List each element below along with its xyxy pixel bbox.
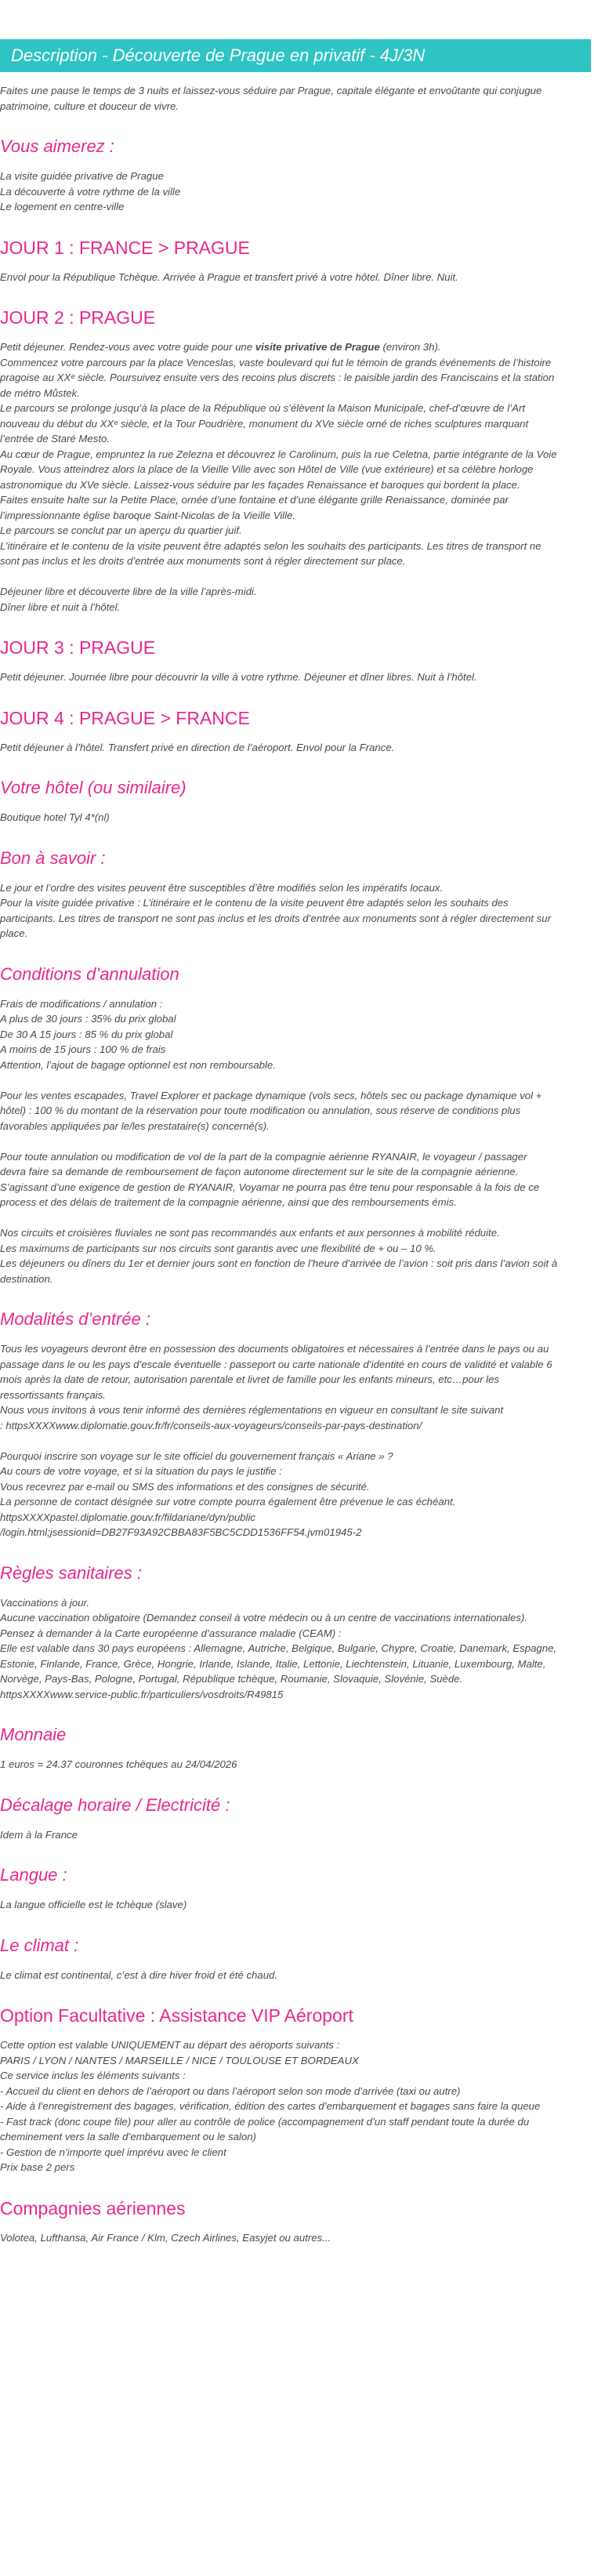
text-line: - Gestion de n’importe quel imprévu avec le client	[0, 2146, 226, 2158]
text-line: Les déjeuners ou dîners du 1er et dernier jours sont en fonction de l’heure d’arrivée de l’avion : soit pris dans l’avion soit à	[0, 1257, 558, 1269]
text-line: Idem à la France	[0, 1828, 78, 1841]
text-line: Nous vous invitons à vous tenir informé des dernières réglementations en vigueur en consultant le site suivant	[0, 1404, 504, 1416]
text-line: nouveau du début du XXᵉ siècle, et la Tour Poudrière, monument du XVe siècle orné de riches sculptures marquant	[0, 417, 529, 430]
section-body-monnaie	[0, 1757, 591, 1772]
text-line: A plus de 30 jours : 35% du prix global	[0, 1013, 176, 1025]
section-title-annulation: Conditions d’annulation	[0, 963, 179, 984]
section-body-decalage	[0, 1827, 591, 1843]
section-title-compagnies: Compagnies aériennes	[0, 2197, 186, 2219]
text-line: Prix base 2 pers	[0, 2161, 75, 2173]
day3-body	[0, 669, 591, 685]
text-line: La personne de contact désignée sur votre compte pourra également être prévenue le cas échéant.	[0, 1496, 456, 1508]
text-line: mois après la date de retour, autorisation parentale et livret de famille pour les enfants mineurs, etc…pour les	[0, 1373, 499, 1385]
text-line: Ce service inclus les éléments suivants :	[0, 2070, 186, 2081]
text-line: l’entrée de Staré Mesto.	[0, 433, 110, 444]
text-line: Au cœur de Prague, empruntez la rue Zelezna et découvrez le Carolinum, puis la rue Celetna, partie intégrante de la Voie	[0, 448, 557, 460]
text-line: Le logement en centre-ville	[0, 201, 125, 212]
text-line: Commencez votre parcours par la place Venceslas, vaste boulevard qui fut le témoin de grands événements de l’histoire	[0, 356, 552, 368]
text-line: La visite guidée privative de Prague	[0, 170, 164, 182]
section-body-compagnies	[0, 2230, 591, 2246]
text-line: : httpsXXXXwww.diplomatie.gouv.fr/fr/conseils-aux-voyageurs/conseils-par-pays-destination/	[0, 1419, 422, 1431]
text-line: devra faire sa demande de remboursement de façon autonome directement sur le site de la compagnie aérienne.	[0, 1166, 519, 1177]
text-line: Pourquoi inscrire son voyage sur le site officiel du gouvernement français « Ariane » ?	[0, 1449, 393, 1462]
day2-body	[0, 339, 591, 615]
text-line: patrimoine, culture et douceur de vivre.	[0, 100, 179, 112]
section-title-hotel: Votre hôtel (ou similaire)	[0, 778, 187, 797]
text-line: Pour la visite guidée privative : L’itinéraire et le contenu de la visite peuvent être adaptés selon les souhaits des	[0, 897, 509, 909]
text-line: l’impressionnante église baroque Saint-Nicolas de la Vieille Ville.	[0, 509, 296, 521]
text-line: ressortissants français.	[0, 1388, 106, 1401]
text-line: Le parcours se prolonge jusqu’à la place de la République où s’élèvent la Maison Municipale, chef-d’œuvre de l’Art	[0, 402, 526, 414]
section-title-climat: Le climat :	[0, 1935, 79, 1955]
text-line	[0, 1134, 588, 1149]
section-body-vip	[0, 2037, 591, 2175]
text-line: Dîner libre et nuit à l’hôtel.	[0, 600, 121, 613]
text-line: Estonie, Finlande, France, Grèce, Hongrie, Irlande, Islande, Italie, Lettonie, Liechtenstein, Lituanie, Luxembourg, Malte,	[0, 1657, 546, 1670]
day1-body	[0, 270, 591, 285]
day2-title: JOUR 2 : PRAGUE	[0, 307, 156, 328]
text-line: Frais de modifications / annulation :	[0, 997, 163, 1010]
text-line: httpsXXXXwww.service-public.fr/particuliers/vosdroits/R49815	[0, 1688, 284, 1700]
intro-text	[0, 83, 591, 114]
text-line: L’itinéraire et le contenu de la visite peuvent être adaptés selon les souhaits des participants. Les titres de transport ne	[0, 539, 541, 552]
section-body-sanitaires	[0, 1595, 591, 1703]
text-line: Tous les voyageurs devront être en possession des documents obligatoires et nécessaires à l’entrée dans le pays ou au	[0, 1343, 549, 1355]
text-line: Aucune vaccination obligatoire (Demandez conseil à votre médecin ou à un centre de vaccinations internationales).	[0, 1612, 527, 1624]
text-line: Pour toute annulation ou modification de vol de la part de la compagnie aérienne RYANAIR, le voyageur / passager	[0, 1150, 527, 1163]
day1-title: JOUR 1 : FRANCE > PRAGUE	[0, 237, 250, 258]
day4-title: JOUR 4 : PRAGUE > FRANCE	[0, 707, 250, 728]
text-line: Au cours de votre voyage, et si la situation du pays le justifie :	[0, 1465, 282, 1477]
section-title-langue: Langue :	[0, 1865, 67, 1885]
text-line: Faites une pause le temps de 3 nuits et laissez-vous séduire par Prague, capitale élégante et envoûtante qui conjugue	[0, 85, 542, 96]
section-body-climat	[0, 1968, 591, 1983]
day3-title: JOUR 3 : PRAGUE	[0, 637, 156, 658]
text-line: A moins de 15 jours : 100 % de frais	[0, 1043, 166, 1055]
text-line: PARIS / LYON / NANTES / MARSEILLE / NICE / TOULOUSE ET BORDEAUX	[0, 2054, 359, 2066]
section-body-entree	[0, 1341, 591, 1540]
section-title-entree: Modalités d’entrée :	[0, 1309, 150, 1329]
text-line: Pour les ventes escapades, Travel Explorer et package dynamique (vols secs, hôtels sec ou package dynamique vol +	[0, 1089, 542, 1101]
section-body-hotel	[0, 810, 591, 825]
text-line: S’agissant d’une exigence de gestion de RYANAIR, Voyamar ne pourra pas être tenu pour responsable à la fois de ce	[0, 1181, 540, 1193]
section-title-vip: Option Facultative : Assistance VIP Aéroport	[0, 2005, 353, 2026]
text-line: httpsXXXXpastel.diplomatie.gouv.fr/fildariane/dyn/public	[0, 1511, 255, 1523]
text-line: Vaccinations à jour.	[0, 1596, 90, 1609]
text-line: sont pas inclus et les droits d’entrée aux monuments sont à régler directement sur place.	[0, 555, 406, 567]
section-title-sanitaires: Règles sanitaires :	[0, 1562, 142, 1583]
text-line: Les maximums de participants sur nos circuits sont garantis avec une flexibilité de + ou – 10 %.	[0, 1242, 436, 1254]
text-line: Norvège, Pays-Bas, Pologne, Portugal, République tchèque, Roumanie, Slovaquie, Slovénie, Suède.	[0, 1673, 463, 1685]
text-line: place.	[0, 927, 28, 939]
text-line: Attention, l’ajout de bagage optionnel est non remboursable.	[0, 1058, 276, 1071]
day4-body	[0, 740, 591, 756]
text-line	[0, 569, 588, 585]
section-title-vous-aimerez: Vous aimerez :	[0, 136, 114, 156]
text-line: Envol pour la République Tchèque. Arrivée à Prague et transfert privé à votre hôtel. Dîner libre. Nuit.	[0, 270, 458, 283]
text-line: Le jour et l’ordre des visites peuvent être susceptibles d’être modifiés selon les impératifs locaux.	[0, 881, 444, 894]
text-line: La découverte à votre rythme de la ville	[0, 185, 181, 198]
text-line: Le climat est continental, c’est à dire hiver froid et été chaud.	[0, 1968, 278, 1981]
page	[0, 39, 594, 2277]
text-line: passage dans le ou les pays d’escale éventuelle : passeport ou carte nationale d’identité en cours de validité et valable 6	[0, 1358, 552, 1370]
page-banner: Description - Découverte de Prague en privatif - 4J/3N	[0, 39, 591, 72]
section-body-bon-a-savoir	[0, 880, 591, 942]
text-line: participants. Les titres de transport ne sont pas inclus et les droits d’entrée aux monuments sont à régler directement sur	[0, 912, 551, 924]
text-line: Le parcours se conclut par un aperçu du quartier juif.	[0, 524, 242, 536]
text-line: Vous recevrez par e-mail ou SMS des informations et des consignes de sécurité.	[0, 1480, 370, 1493]
text-line: La langue officielle est le tchèque (slave)	[0, 1899, 187, 1910]
text-line: Nos circuits et croisières fluviales ne sont pas recommandés aux enfants et aux personnes à mobilité réduite.	[0, 1227, 500, 1239]
guided-visit-label: visite privative de Prague	[255, 341, 380, 353]
text-line: favorables appliquées par le/les prestataire(s) concerné(s).	[0, 1119, 270, 1132]
text-line: de métro Můstek.	[0, 386, 80, 399]
text-line: destination.	[0, 1272, 53, 1285]
text-line: Petit déjeuner à l’hôtel. Transfert privé en direction de l’aéroport. Envol pour la France.	[0, 741, 395, 753]
section-title-bon-a-savoir: Bon à savoir :	[0, 847, 106, 868]
text-line: Elle est valable dans 30 pays européens : Allemagne, Autriche, Belgique, Bulgarie, Chypre, Croatie, Danemark, Espagne,	[0, 1642, 557, 1654]
text-line: Faites ensuite halte sur la Petite Place, ornée d’une fontaine et d’une élégante grille Renaissance, dominée par	[0, 494, 509, 506]
text-line: 1 euros = 24.37 couronnes tchèques au 24/04/2026	[0, 1758, 237, 1770]
text-line: hôtel) : 100 % du montant de la réservation pour toute modification ou annulation, sous réserve de conditions plus	[0, 1105, 521, 1116]
text-line: Volotea, Lufthansa, Air France / Klm, Czech Airlines, Easyjet ou autres...	[0, 2231, 331, 2244]
section-body-langue	[0, 1897, 591, 1913]
section-title-monnaie: Monnaie	[0, 1725, 67, 1744]
text-line: Boutique hotel Tyl 4*(nl)	[0, 811, 110, 823]
text-line	[0, 1433, 588, 1449]
text-line: Petit déjeuner. Journée libre pour découvrir la ville à votre rythme. Déjeuner et dîner libres. Nuit à l’hôtel.	[0, 671, 477, 683]
text-line: Cette option est valable UNIQUEMENT au départ des aéroports suivants :	[0, 2039, 340, 2051]
text-line	[0, 1210, 588, 1226]
text-line: astronomique du XVe siècle. Laissez-vous séduire par les façades Renaissance et baroques qui bordent la place.	[0, 478, 520, 491]
text-line: pragoise au XXᵉ siècle. Poursuivez ensuite vers des recoins plus discrets : le paisible jardin des Franciscains et la station	[0, 372, 555, 383]
text-line: cheminement vers la salle d’embarquement ou le salon)	[0, 2131, 256, 2142]
section-title-decalage: Décalage horaire / Electricité :	[0, 1794, 230, 1815]
text-line: - Accueil du client en dehors de l’aéroport ou dans l’aéroport selon son mode d’arrivée (taxi ou autre)	[0, 2084, 461, 2097]
section-body-vous-aimerez	[0, 169, 591, 215]
text-line: De 30 A 15 jours : 85 % du prix global	[0, 1028, 173, 1040]
text-line	[0, 1072, 588, 1088]
text-line: Déjeuner libre et découverte libre de la ville l’après-midi.	[0, 586, 257, 597]
text-line: /login.html;jsessionid=DB27F93A92CBBA83F5BC5CDD1536FF54.jvm01945-2	[0, 1526, 362, 1538]
day2-first-line: Petit déjeuner. Rendez-vous avec votre guide pour une visite privative de Prague (environ 3h).	[0, 341, 441, 353]
text-line: - Aide à l’enregistrement des bagages, vérification, édition des cartes d’embarquement et bagages sans faire la queue	[0, 2100, 541, 2112]
text-line: process et des délais de traitement de la compagnie aérienne, ainsi que des remboursements émis.	[0, 1196, 457, 1208]
text-line: - Fast track (donc coupe file) pour aller au contrôle de police (accompagnement d’un staff pendant toute la durée du	[0, 2115, 530, 2128]
text-line: Pensez à demander à la Carte européenne d’assurance maladie (CEAM) :	[0, 1627, 342, 1639]
section-body-annulation	[0, 996, 591, 1287]
text-line: Royale. Vous atteindrez alors la place de la Vieille Ville avec son Hôtel de Ville (vue extérieure) et sa célèbre horloge	[0, 463, 534, 475]
